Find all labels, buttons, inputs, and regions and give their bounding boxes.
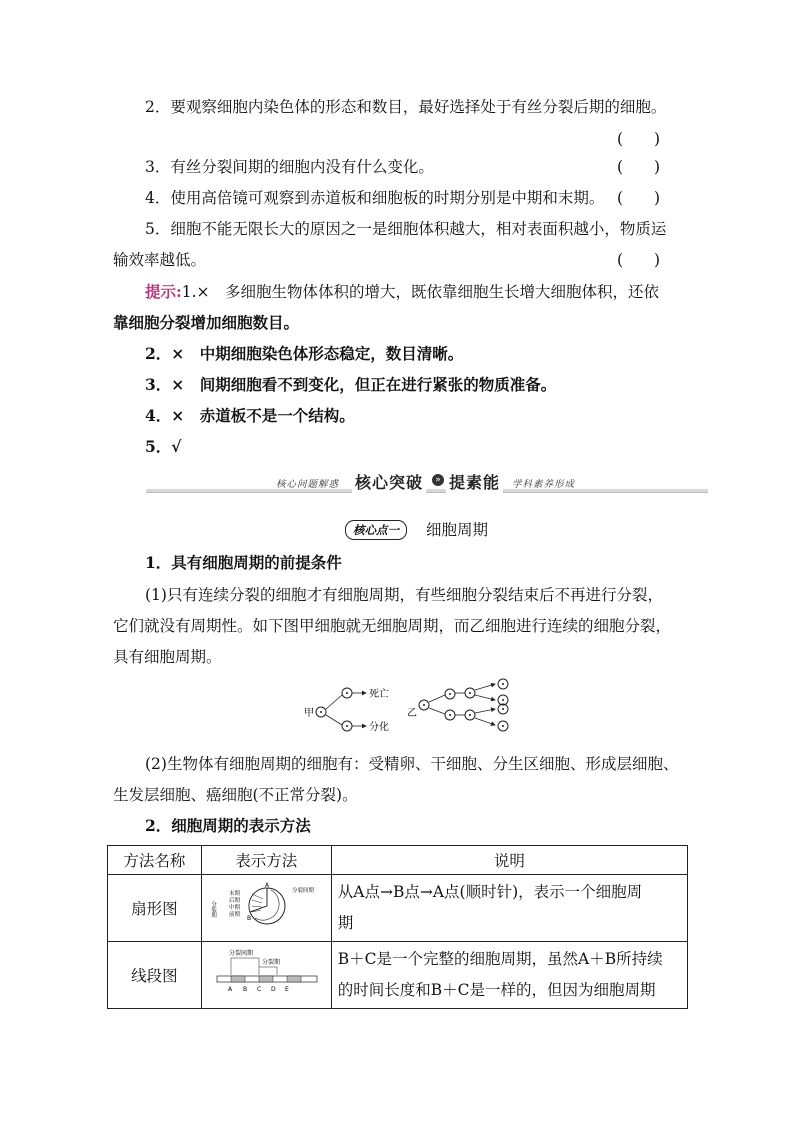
figure-label-diff: 分化 <box>369 722 389 733</box>
section1-p1-line3: 具有细胞周期。 <box>113 648 222 666</box>
hint-item-1-cont: 靠细胞分裂增加细胞数目。 <box>113 313 300 332</box>
table-row <box>108 875 688 942</box>
method-desc-fan <box>331 875 687 942</box>
segment-figure-cell <box>201 942 331 1009</box>
figure-label-die: 死亡 <box>369 689 389 700</box>
hint-item-5: 5．√ <box>145 437 182 456</box>
banner-title-b: 提素能 <box>446 470 503 493</box>
column-header-figure: 表示方法 <box>201 846 331 875</box>
section1-p1-line2: 它们就没有周期性。如下图甲细胞就无细胞周期，而乙细胞进行连续的细胞分裂， <box>113 617 672 635</box>
fan-label-hou: 后期 <box>229 898 241 904</box>
fan-desc-line2: 期 <box>337 914 354 932</box>
banner-right-caption: 学科素养形成 <box>512 479 576 490</box>
segment-desc-line2: 的时间长度和B＋C是一样的，但因为细胞周期 <box>337 981 656 999</box>
hint-line-1 <box>145 282 659 302</box>
banner-rule <box>146 489 708 493</box>
segment-desc-line1: B＋C是一个完整的细胞周期，虽然A＋B所持续 <box>337 950 663 968</box>
question-5-line1: 5．细胞不能无限长大的原因之一是细胞体积越大，相对表面积越小，物质运 <box>145 220 667 238</box>
segment-label-jianqi: 分裂间期 <box>229 950 254 957</box>
fan-diagram <box>207 878 325 934</box>
core-point-title: 细胞周期 <box>426 521 489 539</box>
fan-label-mo: 末期 <box>229 891 241 897</box>
fan-desc-line1: 从A点→B点→A点(顺时针)，表示一个细胞周 <box>337 883 643 901</box>
figure-label-jia: 甲 <box>304 708 314 719</box>
hint-item-3: 3．× 间期细胞看不到变化，但正在进行紧张的物质准备。 <box>145 375 557 394</box>
hint-item-4: 4．× 赤道板不是一个结构。 <box>145 406 355 425</box>
segment-point-b: B <box>243 986 248 993</box>
method-desc-segment <box>331 942 687 1009</box>
core-point-badge: 核心点一 <box>345 520 407 540</box>
section1-p2-line1: (2)生物体有细胞周期的细胞有：受精卵、干细胞、分生区细胞、形成层细胞、 <box>145 755 679 773</box>
fan-label-jianqi: 分裂间期 <box>292 888 315 894</box>
question-5-line2: 输效率越低。 <box>113 251 207 269</box>
answer-paren-2: ( ) <box>617 130 661 148</box>
column-header-desc: 说明 <box>331 846 687 875</box>
segment-point-a: A <box>228 986 233 993</box>
fan-label-fenlie: 分裂期 <box>210 901 217 918</box>
hint-item-1: 1.× 多细胞生物体体积的增大，既依靠细胞生长增大细胞体积，还依 <box>181 283 660 301</box>
fan-point-a: A <box>265 882 270 889</box>
section2-heading: 2．细胞周期的表示方法 <box>145 816 311 835</box>
question-4: 4．使用高倍镜可观察到赤道板和细胞板的时期分别是中期和末期。 <box>145 189 605 207</box>
section1-p1-line1: (1)只有连续分裂的细胞才有细胞周期，有些细胞分裂结束后不再进行分裂， <box>145 586 663 604</box>
section1-p2-line2: 生发层细胞、癌细胞(不正常分裂)。 <box>113 786 358 804</box>
column-header-name: 方法名称 <box>108 846 202 875</box>
methods-table <box>107 845 688 1009</box>
banner-title-a: 核心突破 <box>352 470 426 493</box>
question-2: 2．要观察细胞内染色体的形态和数目，最好选择处于有丝分裂后期的细胞。 <box>145 98 667 116</box>
table-header-row <box>108 846 688 875</box>
segment-diagram <box>207 945 325 1001</box>
answer-paren-5: ( ) <box>617 251 661 269</box>
hint-item-2: 2．× 中期细胞染色体形态稳定，数目清晰。 <box>145 344 464 363</box>
fan-label-qian: 前期 <box>229 912 241 918</box>
segment-point-d: D <box>271 986 276 993</box>
answer-paren-4: ( ) <box>617 189 661 207</box>
hint-label: 提示: <box>145 282 182 301</box>
figure-label-yi: 乙 <box>407 708 417 719</box>
question-3: 3．有丝分裂间期的细胞内没有什么变化。 <box>145 158 434 176</box>
method-name-segment: 线段图 <box>108 942 202 1009</box>
segment-point-e: E <box>285 986 290 993</box>
segment-label-fenlie: 分裂期 <box>262 959 281 966</box>
segment-point-c: C <box>257 986 262 993</box>
banner-left-caption: 核心问题解惑 <box>276 479 340 490</box>
fan-point-b: B <box>247 915 252 922</box>
fan-label-zhong: 中期 <box>229 905 241 911</box>
method-name-fan: 扇形图 <box>108 875 202 942</box>
answer-paren-3: ( ) <box>617 158 661 176</box>
table-row <box>108 942 688 1009</box>
fan-figure-cell <box>201 875 331 942</box>
cell-division-figure <box>296 678 536 740</box>
section-banner <box>146 470 708 496</box>
section1-heading: 1．具有细胞周期的前提条件 <box>145 553 342 572</box>
banner-arrow-icon: » <box>432 474 444 486</box>
